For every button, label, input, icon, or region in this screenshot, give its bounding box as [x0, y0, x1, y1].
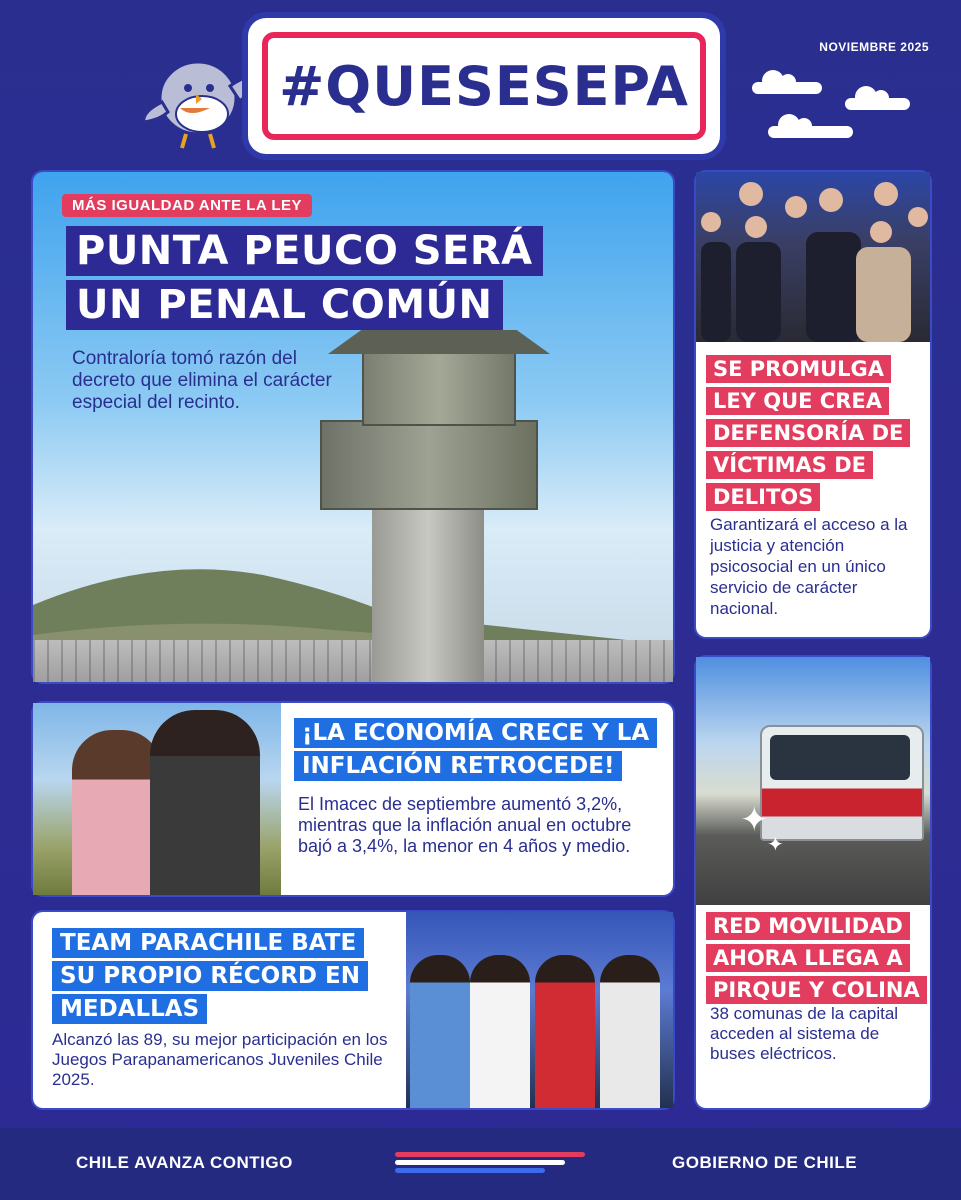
main-body: Contraloría tomó razón del decreto que elimina el carácter especial del recinto.	[72, 348, 332, 413]
mobility-body: 38 comunas de la capital acceden al sistema de buses eléctricos.	[710, 1004, 899, 1063]
officials-photo	[696, 172, 930, 342]
footer-government: GOBIERNO DE CHILE	[672, 1153, 858, 1172]
bus-window	[770, 735, 910, 780]
sparkle-icon: ✦	[767, 834, 784, 856]
team-headline	[52, 928, 368, 1024]
tower-shaft	[372, 500, 484, 682]
team-headline-line: SU PROPIO RÉCORD EN	[52, 961, 368, 991]
flag-stripes	[395, 1152, 585, 1173]
victims-headline	[706, 355, 910, 511]
tower-roof	[328, 330, 550, 354]
mobility-headline-line: PIRQUE Y COLINA	[706, 976, 927, 1004]
main-headline-line: PUNTA PEUCO SERÁ	[66, 226, 543, 276]
team-headline-line: MEDALLAS	[52, 994, 207, 1024]
main-headline-line: UN PENAL COMÚN	[66, 280, 503, 330]
logo-title: #QUESESEPA	[279, 54, 689, 118]
victims-headline-line: DELITOS	[706, 483, 820, 511]
tower-top	[362, 352, 516, 426]
victims-headline-line: LEY QUE CREA	[706, 387, 889, 415]
person-photo	[150, 710, 260, 895]
cloud-icon	[845, 98, 910, 110]
main-headline	[66, 226, 543, 330]
victims-body: Garantizará el acceso a la justicia y atención psicosocial en un único servicio de carácter nacional.	[710, 515, 908, 618]
mobility-headline-line: RED MOVILIDAD	[706, 912, 910, 940]
logo-frame	[248, 18, 720, 154]
team-body: Alcanzó las 89, su mejor participación en los Juegos Parapanamericanos Juveniles Chile 2025.	[52, 1030, 388, 1089]
victims-headline-line: DEFENSORÍA DE	[706, 419, 910, 447]
athlete-figure	[410, 955, 470, 1108]
sparkle-icon: ✦	[740, 801, 769, 839]
athlete-figure	[470, 955, 530, 1108]
economy-headline-line: ¡LA ECONOMÍA CRECE Y LA	[294, 718, 657, 748]
main-tag: MÁS IGUALDAD ANTE LA LEY	[62, 194, 312, 217]
mobility-headline-line: AHORA LLEGA A	[706, 944, 910, 972]
economy-headline	[294, 718, 657, 781]
athlete-figure	[600, 955, 660, 1108]
issue-date: NOVIEMBRE 2025	[819, 40, 929, 54]
mobility-headline	[706, 912, 927, 1004]
person-photo	[72, 730, 162, 895]
cloud-icon	[752, 82, 822, 94]
team-headline-line: TEAM PARACHILE BATE	[52, 928, 364, 958]
victims-headline-line: SE PROMULGA	[706, 355, 891, 383]
economy-body: El Imacec de septiembre aumentó 3,2%, mientras que la inflación anual en octubre bajó a 3,4%, la menor en 4 años y medio.	[298, 794, 632, 856]
tower-cabin	[320, 420, 538, 510]
athlete-figure	[535, 955, 595, 1108]
cloud-icon	[768, 126, 853, 138]
economy-headline-line: INFLACIÓN RETROCEDE!	[294, 751, 622, 781]
perimeter-fence	[33, 640, 673, 682]
footer-slogan: CHILE AVANZA CONTIGO	[76, 1153, 293, 1172]
victims-headline-line: VÍCTIMAS DE	[706, 451, 873, 479]
